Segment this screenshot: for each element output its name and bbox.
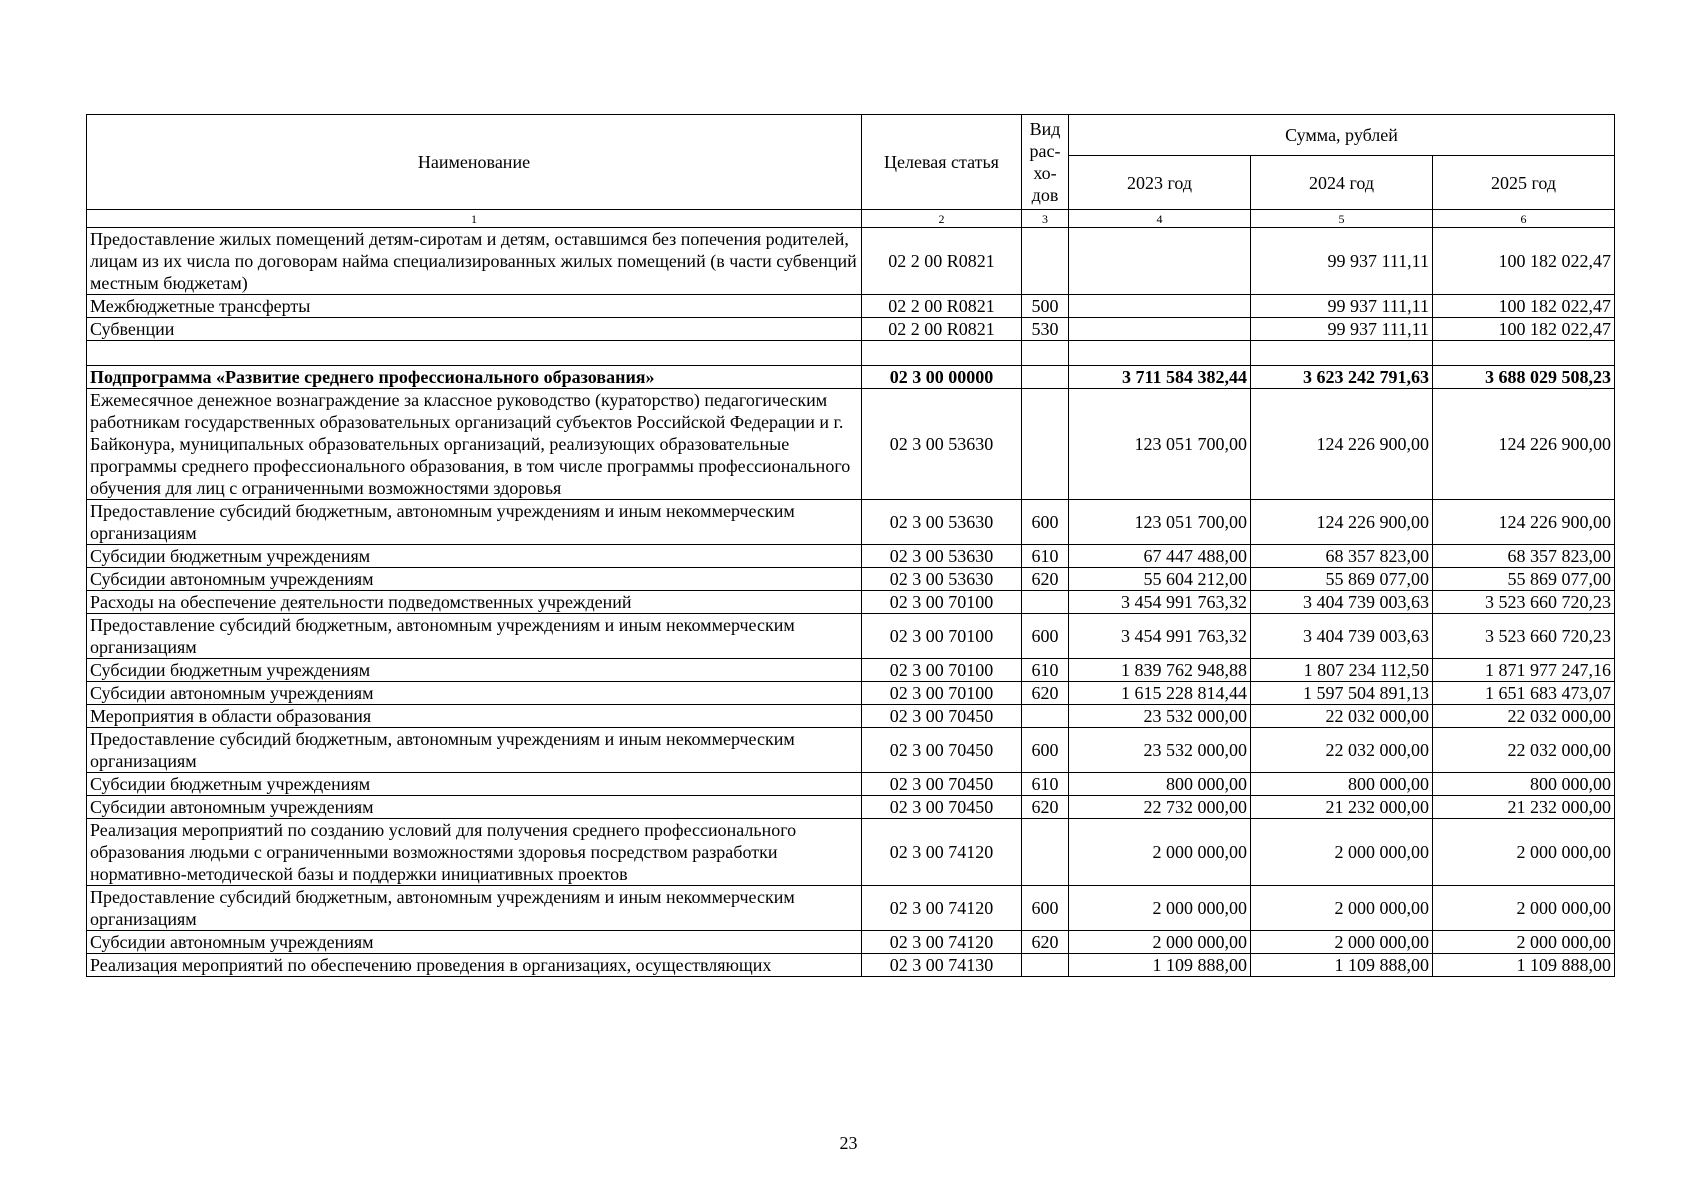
header-year-2025: 2025 год [1433,156,1615,210]
row-name: Мероприятия в области образования [87,705,862,728]
table-row [87,682,1615,705]
row-name: Межбюджетные трансферты [87,295,862,318]
table-row [87,614,1615,659]
row-target-article: 02 3 00 53630 [862,568,1022,591]
row-sum-2024: 124 226 900,00 [1251,389,1433,500]
row-expense-type: 600 [1022,728,1069,773]
column-number: 4 [1069,210,1251,228]
row-target-article: 02 3 00 74130 [862,954,1022,977]
table-row [87,773,1615,796]
row-sum-2024 [1251,341,1433,366]
table-header [87,115,1615,228]
row-target-article [862,341,1022,366]
row-target-article: 02 3 00 70100 [862,591,1022,614]
row-sum-2025: 3 523 660 720,23 [1433,591,1615,614]
row-sum-2023: 67 447 488,00 [1069,545,1251,568]
table-row [87,500,1615,545]
header-sum: Сумма, рублей [1069,115,1615,156]
table-row [87,341,1615,366]
row-sum-2024: 800 000,00 [1251,773,1433,796]
row-name: Субсидии бюджетным учреждениям [87,545,862,568]
row-sum-2023: 1 839 762 948,88 [1069,659,1251,682]
row-sum-2023: 22 732 000,00 [1069,796,1251,819]
row-expense-type: 610 [1022,545,1069,568]
row-sum-2023 [1069,228,1251,295]
row-sum-2024: 1 807 234 112,50 [1251,659,1433,682]
row-name: Субсидии автономным учреждениям [87,682,862,705]
row-sum-2024: 22 032 000,00 [1251,705,1433,728]
row-sum-2024: 3 623 242 791,63 [1251,366,1433,389]
row-name: Субсидии автономным учреждениям [87,796,862,819]
table-row [87,545,1615,568]
row-expense-type: 610 [1022,659,1069,682]
row-name: Субсидии автономным учреждениям [87,931,862,954]
table-row [87,591,1615,614]
row-expense-type: 600 [1022,614,1069,659]
row-expense-type: 620 [1022,568,1069,591]
row-sum-2024: 55 869 077,00 [1251,568,1433,591]
row-sum-2025: 100 182 022,47 [1433,228,1615,295]
row-sum-2024: 124 226 900,00 [1251,500,1433,545]
page-number: 23 [839,1133,858,1153]
table-row [87,728,1615,773]
table-row [87,389,1615,500]
row-sum-2024: 3 404 739 003,63 [1251,591,1433,614]
column-number: 1 [87,210,862,228]
table-row [87,954,1615,977]
table-row [87,318,1615,341]
budget-table [86,114,1615,977]
row-sum-2025: 3 688 029 508,23 [1433,366,1615,389]
row-sum-2025: 2 000 000,00 [1433,886,1615,931]
table-row [87,886,1615,931]
column-number: 3 [1022,210,1069,228]
row-name: Ежемесячное денежное вознаграждение за классное руководство (кураторство) педагогическим работникам государственных образовательных организаций субъектов Российской Федерации и г. Байконура, муниципальных образовательных организаций, реализующих образовательные программы среднего профессионального образования, в том числе программы профессионального обучения для лиц с ограниченными возможностями здоровья [87,389,862,500]
row-sum-2025: 2 000 000,00 [1433,819,1615,886]
row-sum-2024: 22 032 000,00 [1251,728,1433,773]
row-target-article: 02 3 00 53630 [862,545,1022,568]
row-sum-2025 [1433,341,1615,366]
row-target-article: 02 2 00 R0821 [862,318,1022,341]
table-row [87,705,1615,728]
row-target-article: 02 3 00 74120 [862,931,1022,954]
row-sum-2023: 3 711 584 382,44 [1069,366,1251,389]
table-row [87,931,1615,954]
row-sum-2025: 68 357 823,00 [1433,545,1615,568]
row-name: Предоставление жилых помещений детям-сиротам и детям, оставшимся без попечения родителей, лицам из их числа по договорам найма специализированных жилых помещений (в части субвенций местным бюджетам) [87,228,862,295]
row-expense-type: 600 [1022,886,1069,931]
table-row [87,228,1615,295]
table-row [87,366,1615,389]
row-sum-2025: 1 109 888,00 [1433,954,1615,977]
row-sum-2024: 2 000 000,00 [1251,886,1433,931]
row-sum-2023: 1 109 888,00 [1069,954,1251,977]
table-row [87,796,1615,819]
row-sum-2025: 100 182 022,47 [1433,295,1615,318]
row-sum-2024: 1 109 888,00 [1251,954,1433,977]
row-sum-2025: 3 523 660 720,23 [1433,614,1615,659]
row-target-article: 02 3 00 70100 [862,659,1022,682]
row-expense-type: 500 [1022,295,1069,318]
row-name: Подпрограмма «Развитие среднего профессионального образования» [87,366,862,389]
row-target-article: 02 3 00 53630 [862,389,1022,500]
row-sum-2025: 55 869 077,00 [1433,568,1615,591]
header-name: Наименование [87,115,862,210]
row-target-article: 02 2 00 R0821 [862,295,1022,318]
row-sum-2025: 1 651 683 473,07 [1433,682,1615,705]
row-sum-2023: 55 604 212,00 [1069,568,1251,591]
row-target-article: 02 3 00 70100 [862,682,1022,705]
row-sum-2024: 21 232 000,00 [1251,796,1433,819]
column-number-row [87,210,1615,228]
row-sum-2025: 1 871 977 247,16 [1433,659,1615,682]
row-expense-type [1022,228,1069,295]
row-target-article: 02 3 00 74120 [862,819,1022,886]
row-expense-type: 620 [1022,682,1069,705]
row-target-article: 02 3 00 53630 [862,500,1022,545]
row-name: Предоставление субсидий бюджетным, автономным учреждениям и иным некоммерческим организациям [87,614,862,659]
row-name: Субсидии автономным учреждениям [87,568,862,591]
row-sum-2024: 3 404 739 003,63 [1251,614,1433,659]
row-sum-2024: 2 000 000,00 [1251,931,1433,954]
row-sum-2023 [1069,295,1251,318]
row-sum-2023: 800 000,00 [1069,773,1251,796]
row-expense-type: 530 [1022,318,1069,341]
row-sum-2023: 23 532 000,00 [1069,728,1251,773]
table-row [87,819,1615,886]
header-expense-type: Вид рас-хо-дов [1022,115,1069,210]
row-sum-2023: 3 454 991 763,32 [1069,614,1251,659]
row-sum-2024: 1 597 504 891,13 [1251,682,1433,705]
row-target-article: 02 2 00 R0821 [862,228,1022,295]
row-expense-type [1022,591,1069,614]
row-name: Расходы на обеспечение деятельности подведомственных учреждений [87,591,862,614]
header-year-2024: 2024 год [1251,156,1433,210]
row-sum-2024: 68 357 823,00 [1251,545,1433,568]
row-target-article: 02 3 00 74120 [862,886,1022,931]
row-sum-2023: 1 615 228 814,44 [1069,682,1251,705]
column-number: 6 [1433,210,1615,228]
row-target-article: 02 3 00 70100 [862,614,1022,659]
row-expense-type [1022,341,1069,366]
row-sum-2025: 22 032 000,00 [1433,728,1615,773]
table-body [87,228,1615,977]
row-name: Предоставление субсидий бюджетным, автономным учреждениям и иным некоммерческим организациям [87,886,862,931]
row-sum-2024: 99 937 111,11 [1251,295,1433,318]
row-target-article: 02 3 00 70450 [862,728,1022,773]
row-name: Субвенции [87,318,862,341]
row-name: Субсидии бюджетным учреждениям [87,773,862,796]
row-sum-2025: 22 032 000,00 [1433,705,1615,728]
row-name: Реализация мероприятий по обеспечению проведения в организациях, осуществляющих [87,954,862,977]
row-sum-2023: 123 051 700,00 [1069,389,1251,500]
row-sum-2023: 3 454 991 763,32 [1069,591,1251,614]
row-sum-2025: 124 226 900,00 [1433,500,1615,545]
row-expense-type [1022,819,1069,886]
row-expense-type [1022,954,1069,977]
row-expense-type: 620 [1022,796,1069,819]
row-sum-2025: 21 232 000,00 [1433,796,1615,819]
row-expense-type [1022,705,1069,728]
row-target-article: 02 3 00 00000 [862,366,1022,389]
row-expense-type: 600 [1022,500,1069,545]
row-sum-2023: 123 051 700,00 [1069,500,1251,545]
row-expense-type: 620 [1022,931,1069,954]
row-name: Субсидии бюджетным учреждениям [87,659,862,682]
row-sum-2024: 99 937 111,11 [1251,228,1433,295]
row-name [87,341,862,366]
row-target-article: 02 3 00 70450 [862,705,1022,728]
row-name: Реализация мероприятий по созданию условий для получения среднего профессионального образования людьми с ограниченными возможностями здоровья посредством разработки нормативно-методической базы и поддержки инициативных проектов [87,819,862,886]
row-sum-2023: 2 000 000,00 [1069,886,1251,931]
row-sum-2025: 100 182 022,47 [1433,318,1615,341]
table-row [87,659,1615,682]
row-sum-2025: 2 000 000,00 [1433,931,1615,954]
row-expense-type [1022,366,1069,389]
row-name: Предоставление субсидий бюджетным, автономным учреждениям и иным некоммерческим организациям [87,500,862,545]
row-sum-2024: 2 000 000,00 [1251,819,1433,886]
column-number: 5 [1251,210,1433,228]
row-sum-2023: 2 000 000,00 [1069,819,1251,886]
header-year-2023: 2023 год [1069,156,1251,210]
row-name: Предоставление субсидий бюджетным, автономным учреждениям и иным некоммерческим организациям [87,728,862,773]
row-sum-2023: 2 000 000,00 [1069,931,1251,954]
row-sum-2023 [1069,318,1251,341]
row-target-article: 02 3 00 70450 [862,796,1022,819]
column-number: 2 [862,210,1022,228]
row-sum-2023: 23 532 000,00 [1069,705,1251,728]
row-sum-2023 [1069,341,1251,366]
table-row [87,295,1615,318]
row-sum-2025: 800 000,00 [1433,773,1615,796]
row-target-article: 02 3 00 70450 [862,773,1022,796]
table-row [87,568,1615,591]
row-expense-type: 610 [1022,773,1069,796]
row-sum-2025: 124 226 900,00 [1433,389,1615,500]
header-target-article: Целевая статья [862,115,1022,210]
row-sum-2024: 99 937 111,11 [1251,318,1433,341]
row-expense-type [1022,389,1069,500]
